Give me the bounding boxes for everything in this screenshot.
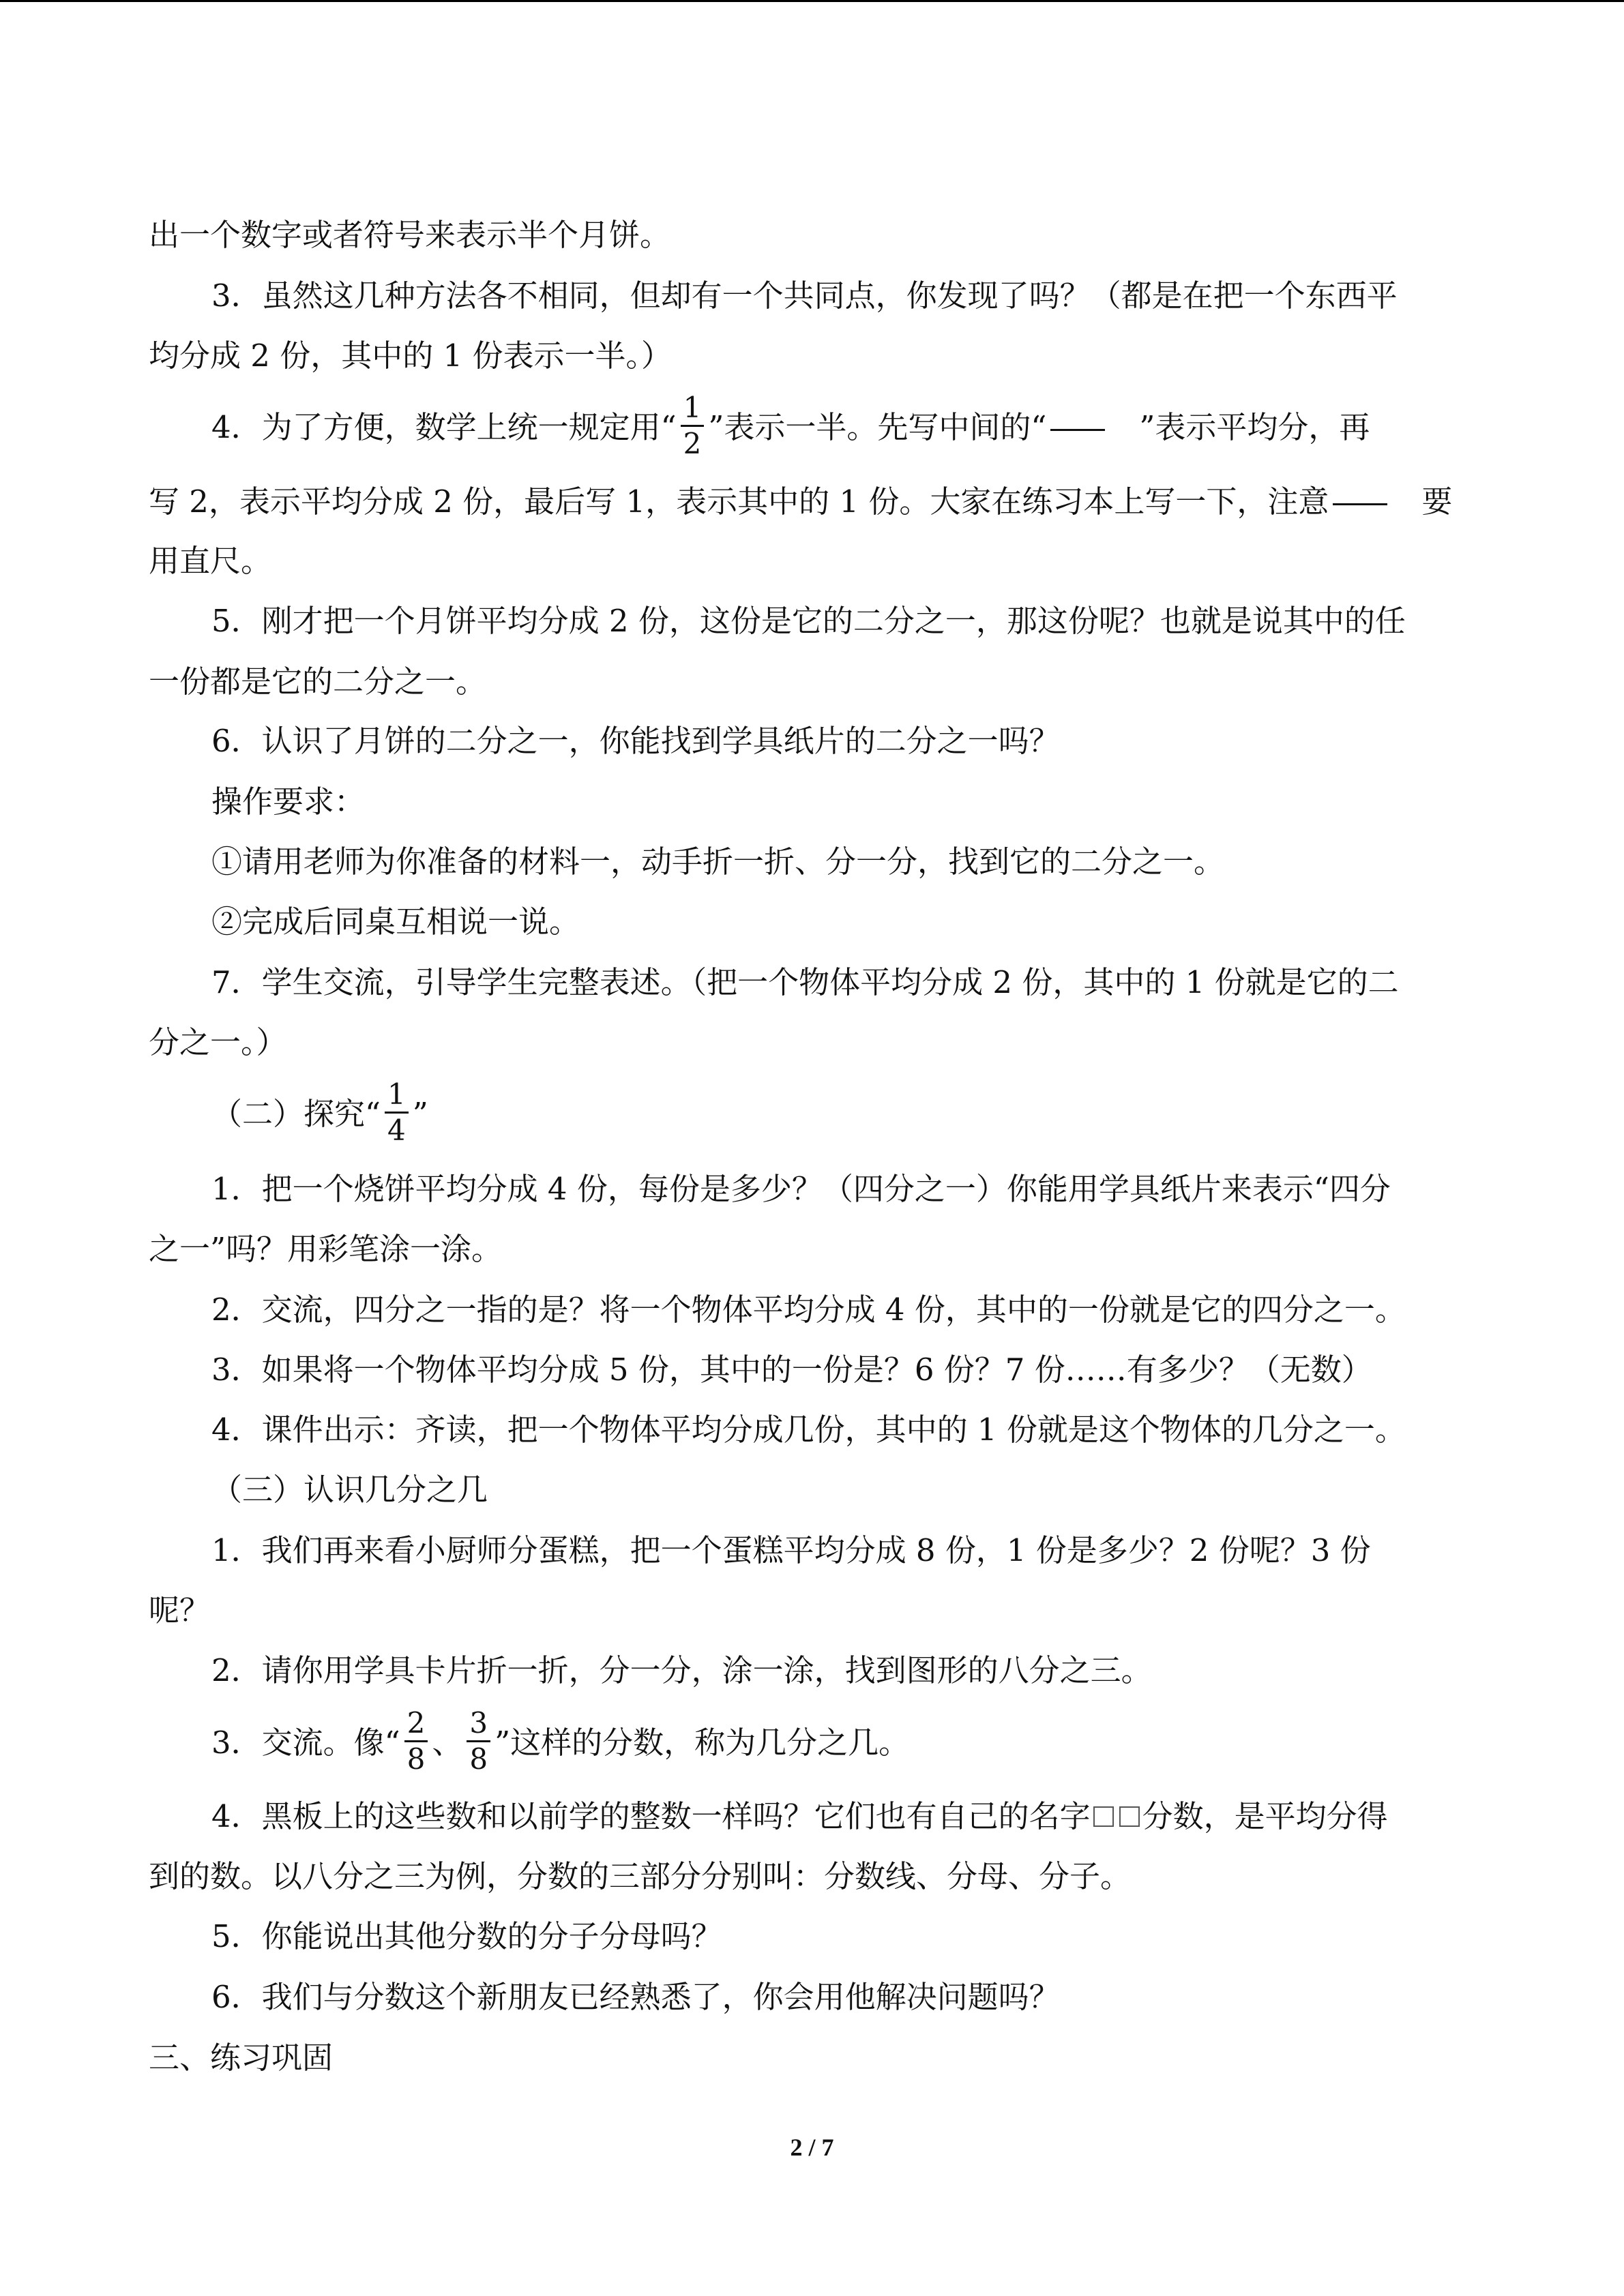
- fraction-denominator: 8: [469, 1742, 488, 1776]
- text-segment: （二）探究“: [211, 1096, 381, 1132]
- fraction-one-half: [681, 393, 705, 458]
- text-line: 用直尺。: [149, 543, 272, 579]
- text-line: [211, 1706, 910, 1778]
- fraction-one-quarter: [385, 1077, 409, 1147]
- fraction-bar-symbol: [1050, 429, 1105, 431]
- text-line: 1．我们再来看小厨师分蛋糕，把一个蛋糕平均分成 8 份，1 份是多少？2 份呢？3 份: [211, 1532, 1371, 1568]
- text-segment: 4．黑板上的这些数和以前学的整数一样吗？它们也有自己的名字: [211, 1798, 1091, 1834]
- text-line: [211, 1796, 1388, 1837]
- text-line: 到的数。以八分之三为例，分数的三部分分别叫：分数线、分母、分子。: [149, 1858, 1132, 1894]
- text-line: 4．课件出示：齐读，把一个物体平均分成几份，其中的 1 份就是这个物体的几分之一。: [211, 1412, 1406, 1448]
- text-segment: 写 2，表示平均分成 2 份，最后写 1，表示其中的 1 份。大家在练习本上写一下，注意: [149, 483, 1329, 520]
- text-segment: ”: [412, 1096, 428, 1132]
- text-line: 3．如果将一个物体平均分成 5 份，其中的一份是？6 份？7 份……有多少？（无数）: [211, 1352, 1372, 1388]
- text-line: 之一”吗？用彩笔涂一涂。: [149, 1231, 503, 1267]
- text-line: 出一个数字或者符号来表示半个月饼。: [149, 217, 671, 253]
- fraction-numerator: 1: [385, 1080, 409, 1114]
- text-segment: 要: [1421, 483, 1453, 520]
- text-line: 6．我们与分数这个新朋友已经熟悉了，你会用他解决问题吗？: [211, 1979, 1060, 2015]
- page-number: 2 / 7: [790, 2134, 834, 2161]
- blank-box-icon: [1093, 1806, 1114, 1827]
- text-segment: 3．交流。像“: [211, 1725, 400, 1761]
- fraction-three-eighths: [467, 1706, 490, 1776]
- text-line: ①请用老师为你准备的材料一，动手折一折、分一分，找到它的二分之一。: [211, 844, 1225, 880]
- text-line: 6．认识了月饼的二分之一，你能找到学具纸片的二分之一吗？: [211, 723, 1060, 759]
- section-heading: （三）认识几分之几: [211, 1472, 488, 1508]
- text-segment: ”表示一半。先写中间的“: [708, 409, 1047, 445]
- blank-box-icon: [1119, 1806, 1140, 1827]
- text-line: 5．刚才把一个月饼平均分成 2 份，这份是它的二分之一，那这份呢？也就是说其中的任: [211, 603, 1406, 639]
- text-segment: 、: [432, 1725, 463, 1761]
- fraction-denominator: 2: [683, 427, 702, 460]
- section-heading: 三、练习巩固: [149, 2040, 334, 2076]
- text-segment: 分数，是平均分得: [1142, 1798, 1388, 1834]
- text-line: [211, 391, 1370, 462]
- text-line: 操作要求：: [211, 784, 366, 820]
- text-line: 7．学生交流，引导学生完整表述。（把一个物体平均分成 2 份，其中的 1 份就是它的二: [211, 964, 1399, 1000]
- fraction-denominator: 8: [407, 1742, 426, 1776]
- text-segment: ”表示平均分，再: [1139, 409, 1370, 445]
- text-line: 5．你能说出其他分数的分子分母吗？: [211, 1918, 722, 1954]
- fraction-numerator: 1: [681, 393, 705, 427]
- text-line: 分之一。）: [149, 1024, 287, 1060]
- fraction-numerator: 3: [467, 1709, 490, 1742]
- fraction-two-eighths: [404, 1706, 428, 1776]
- text-line: 一份都是它的二分之一。: [149, 664, 487, 700]
- text-segment: 4．为了方便，数学上统一规定用“: [211, 409, 677, 445]
- text-line: 1．把一个烧饼平均分成 4 份，每份是多少？（四分之一）你能用学具纸片来表示“四分: [211, 1171, 1391, 1207]
- text-line: 2．交流，四分之一指的是？将一个物体平均分成 4 份，其中的一份就是它的四分之一。: [211, 1292, 1406, 1328]
- fraction-numerator: 2: [404, 1709, 428, 1742]
- text-line: 2．请你用学具卡片折一折，分一分，涂一涂，找到图形的八分之三。: [211, 1652, 1152, 1688]
- fraction-bar-symbol: [1333, 503, 1387, 505]
- text-line: [149, 481, 1452, 522]
- text-line: 均分成 2 份，其中的 1 份表示一半。）: [149, 338, 672, 374]
- text-line: ②完成后同桌互相说一说。: [211, 904, 580, 940]
- text-line: 3．虽然这几种方法各不相同，但却有一个共同点，你发现了吗？（都是在把一个东西平: [211, 278, 1398, 314]
- section-heading: [211, 1077, 428, 1149]
- text-line: 呢？: [149, 1592, 211, 1628]
- text-segment: ”这样的分数，称为几分之几。: [494, 1725, 910, 1761]
- fraction-denominator: 4: [387, 1114, 406, 1147]
- top-rule: [0, 0, 1624, 2]
